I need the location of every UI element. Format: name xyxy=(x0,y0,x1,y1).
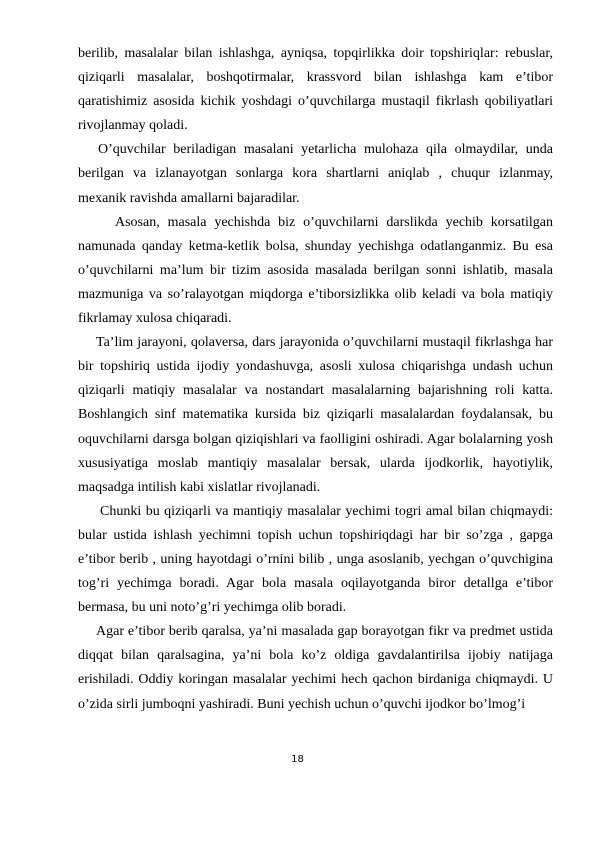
paragraph-5: Chunki bu qiziqarli va mantiqiy masalalar yechimi togri amal bilan chiqmaydi: bular ustida ishlash yechimni topish uchun topshiriqdagi har bir so’zga , gapga e’tibor berib , uning hayotdagi o’rnini bilib , unga asoslanib, yechgan o’quvchigina tog’ri yechimga boradi. Agar bola masala oqilayotganda biror detallga e’tibor bermasa, bu uni noto’g’ri yechimga olib boradi. xyxy=(78,503,553,616)
paragraph-3: Asosan, masala yechishda biz o’quvchilarni darslikda yechib korsatilgan namunada qanday ketma-ketlik bolsa, shunday yechishga odatlanganmiz. Bu esa o’quvchilarni ma’lum bir tizim asosida masalada berilgan sonni ishlatib, masala mazmuniga va so’ralayotgan miqdorga e’tiborsizlikka olib keladi va bola matiqiy fikrlamay xulosa chiqaradi. xyxy=(78,214,553,327)
paragraph-2: O’quvchilar beriladigan masalani yetarlicha mulohaza qila olmaydilar, unda berilgan va izlanayotgan sonlarga kora shartlarni aniqlab , chuqur izlanmay, mexanik ravishda amallarni bajaradilar. xyxy=(78,142,553,206)
paragraph-1: berilib, masalalar bilan ishlashga, ayniqsa, topqirlikka doir topshiriqlar: rebuslar, qiziqarli masalalar, boshqotirmalar, krassvord bilan ishlashga kam e’tibor qaratishimiz asosida kichik yoshdagi o’quvchilarga mustaqil fikrlash qobiliyatlari rivojlanmay qoladi. xyxy=(78,46,553,134)
paragraph-6: Agar e’tibor berib qaralsa, ya’ni masalada gap borayotgan fikr va predmet ustida diqqat bilan qaralsagina, ya’ni bola ko’z oldiga gavdalantirilsa ijobiy natijaga erishiladi. Oddiy koringan masalalar yechimi hech qachon birdaniga chiqmaydi. U o’zida sirli jumboqni yashiradi. Buni yechish uchun o’quvchi ijodkor bo’lmog’i xyxy=(78,624,553,712)
document-body xyxy=(78,42,553,717)
page-number: 18 xyxy=(291,754,304,765)
paragraph-4: Ta’lim jarayoni, qolaversa, dars jarayonida o’quvchilarni mustaqil fikrlashga har bir topshiriq ustida ijodiy yondashuvga, asosli xulosa chiqarishga undash uchun qiziqarli matiqiy masalalar va nostandart masalalarning bajarishning roli katta. Boshlangich sinf matematika kursida biz qiziqarli masalalardan foydalansak, bu oquvchilarni darsga bolgan qiziqishlari va faolligini oshiradi. Agar bolalarning yosh xususiyatiga moslab mantiqiy masalalar bersak, ularda ijodkorlik, hayotiylik, maqsadga intilish kabi xislatlar rivojlanadi. xyxy=(78,335,553,495)
